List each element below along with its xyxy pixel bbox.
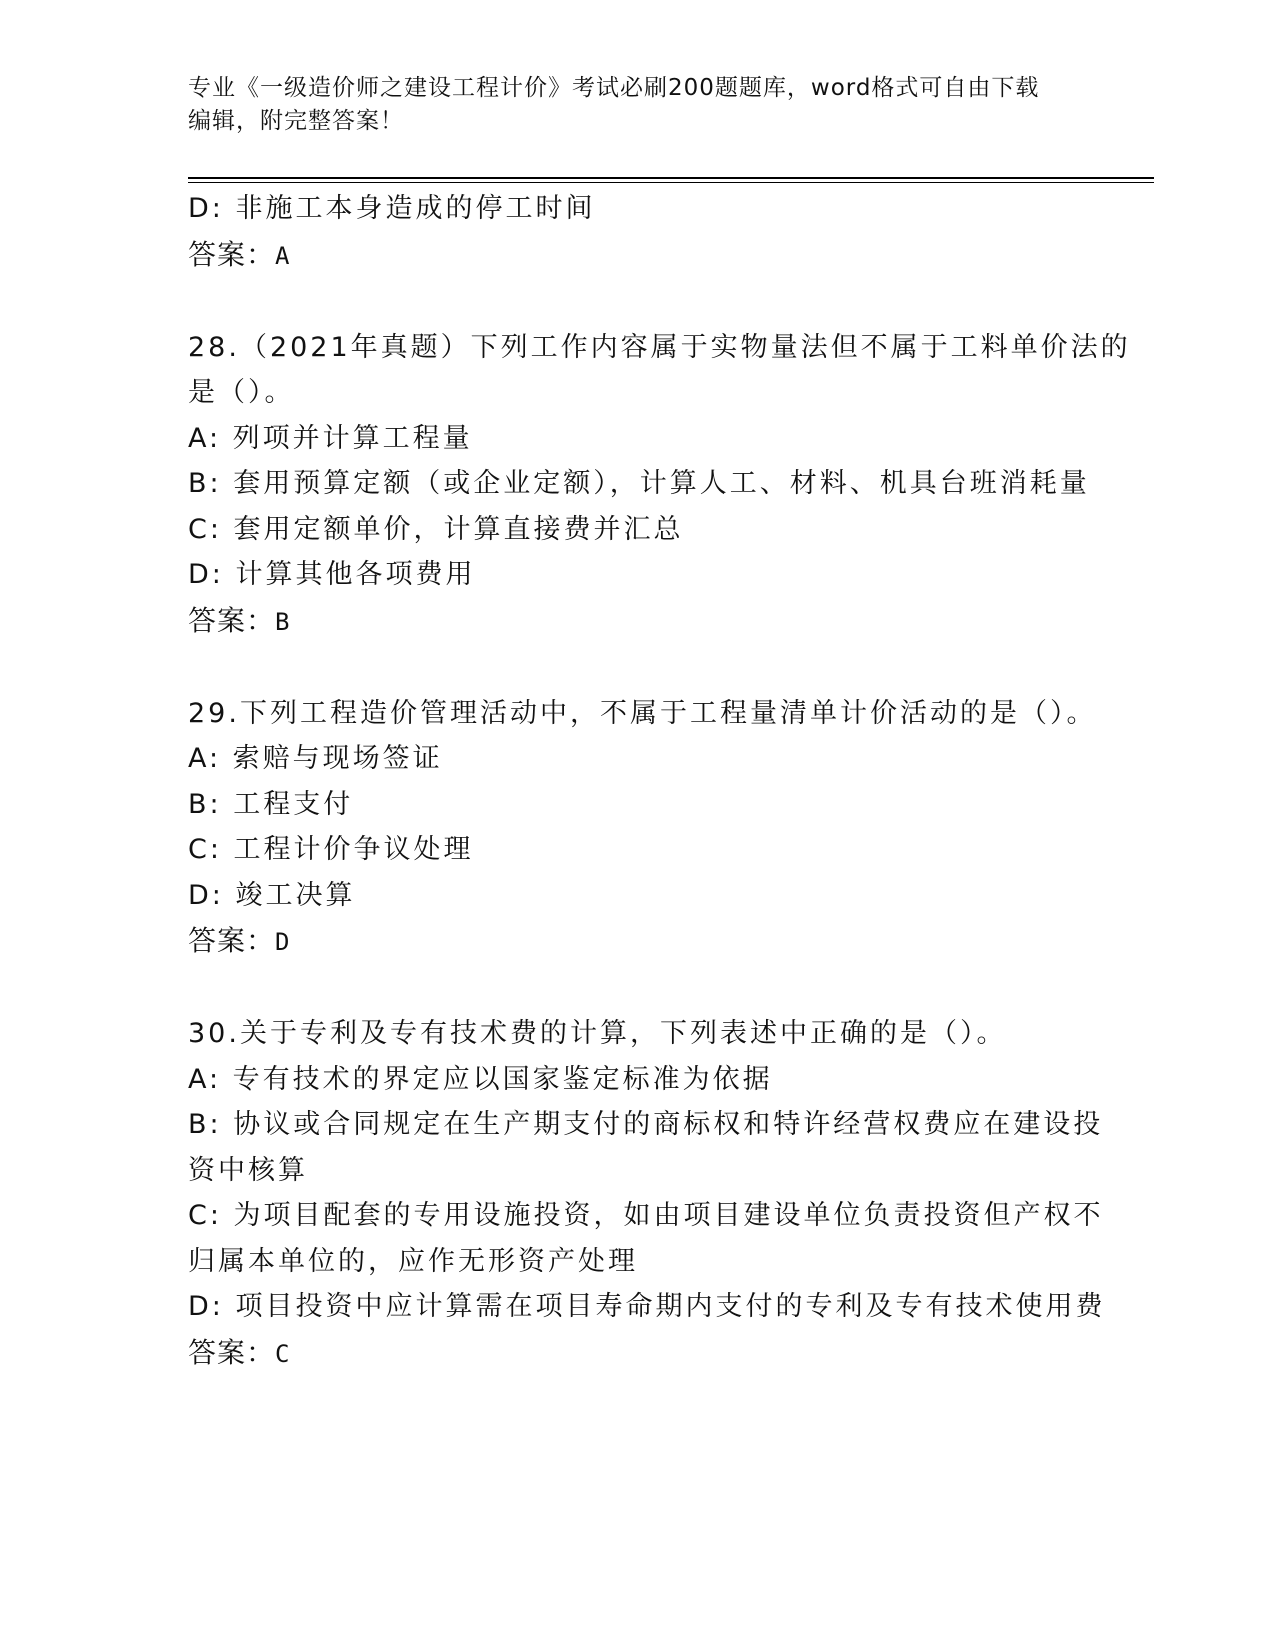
answer-value: D [275, 928, 291, 956]
header-divider-thick [188, 177, 1154, 179]
header-title-line-2: 编辑，附完整答案！ [188, 108, 404, 134]
answer-line [188, 232, 1088, 280]
question-stem-line-1: 28.（2021年真题）下列工作内容属于实物量法但不属于工料单价法的 [188, 331, 1131, 363]
answer-line [188, 1330, 1088, 1378]
option-c-line-2: 归属本单位的，应作无形资产处理 [188, 1245, 638, 1277]
option-c-line-1: C: 为项目配套的专用设施投资，如由项目建设单位负责投资但产权不 [188, 1200, 1104, 1231]
question-spacer [188, 645, 1088, 691]
question-30 [188, 1011, 1106, 1377]
option-a: A: 索赔与现场签证 [188, 743, 443, 774]
answer-label: 答案： [188, 237, 276, 271]
answer-label: 答案： [188, 924, 276, 957]
question-stem-line-1: 30.关于专利及专有技术费的计算，下列表述中正确的是（）。 [188, 1018, 1007, 1049]
option-b: B: 工程支付 [188, 788, 354, 820]
document-header [188, 72, 1088, 138]
answer-label: 答案： [188, 1335, 276, 1369]
answer-line [188, 918, 1088, 966]
question-27-tail [188, 186, 1088, 279]
option-c: C: 套用定额单价，计算直接费并汇总 [188, 513, 684, 545]
question-29 [188, 691, 1097, 966]
answer-value: C [275, 1339, 291, 1368]
option-d: D: 竣工决算 [188, 879, 356, 911]
option-b-line-2: 资中核算 [188, 1154, 308, 1186]
option-c: C: 工程计价争议处理 [188, 834, 474, 865]
question-stem-line-2: 是（）。 [188, 377, 295, 408]
answer-value: A [275, 241, 291, 270]
option-d: D: 非施工本身造成的停工时间 [188, 193, 596, 224]
question-28 [188, 325, 1131, 646]
header-divider-thin [188, 182, 1154, 183]
option-a: A: 列项并计算工程量 [188, 422, 473, 454]
answer-label: 答案： [188, 603, 276, 637]
question-stem-line-1: 29.下列工程造价管理活动中，不属于工程量清单计价活动的是（）。 [188, 697, 1097, 729]
option-b: B: 套用预算定额（或企业定额），计算人工、材料、机具台班消耗量 [188, 468, 1090, 499]
question-list [188, 186, 1131, 1377]
option-a: A: 专有技术的界定应以国家鉴定标准为依据 [188, 1063, 773, 1095]
answer-line [188, 598, 1088, 646]
option-b-line-1: B: 协议或合同规定在生产期支付的商标权和特许经营权费应在建设投 [188, 1109, 1104, 1140]
option-d: D: 项目投资中应计算需在项目寿命期内支付的专利及专有技术使用费 [188, 1291, 1106, 1322]
option-d: D: 计算其他各项费用 [188, 559, 476, 590]
question-spacer [188, 966, 1088, 1012]
question-spacer [188, 279, 1088, 325]
header-title-line-1: 专业《一级造价师之建设工程计价》考试必刷200题题库，word格式可自由下载 [188, 75, 1040, 101]
answer-value: B [275, 607, 291, 636]
